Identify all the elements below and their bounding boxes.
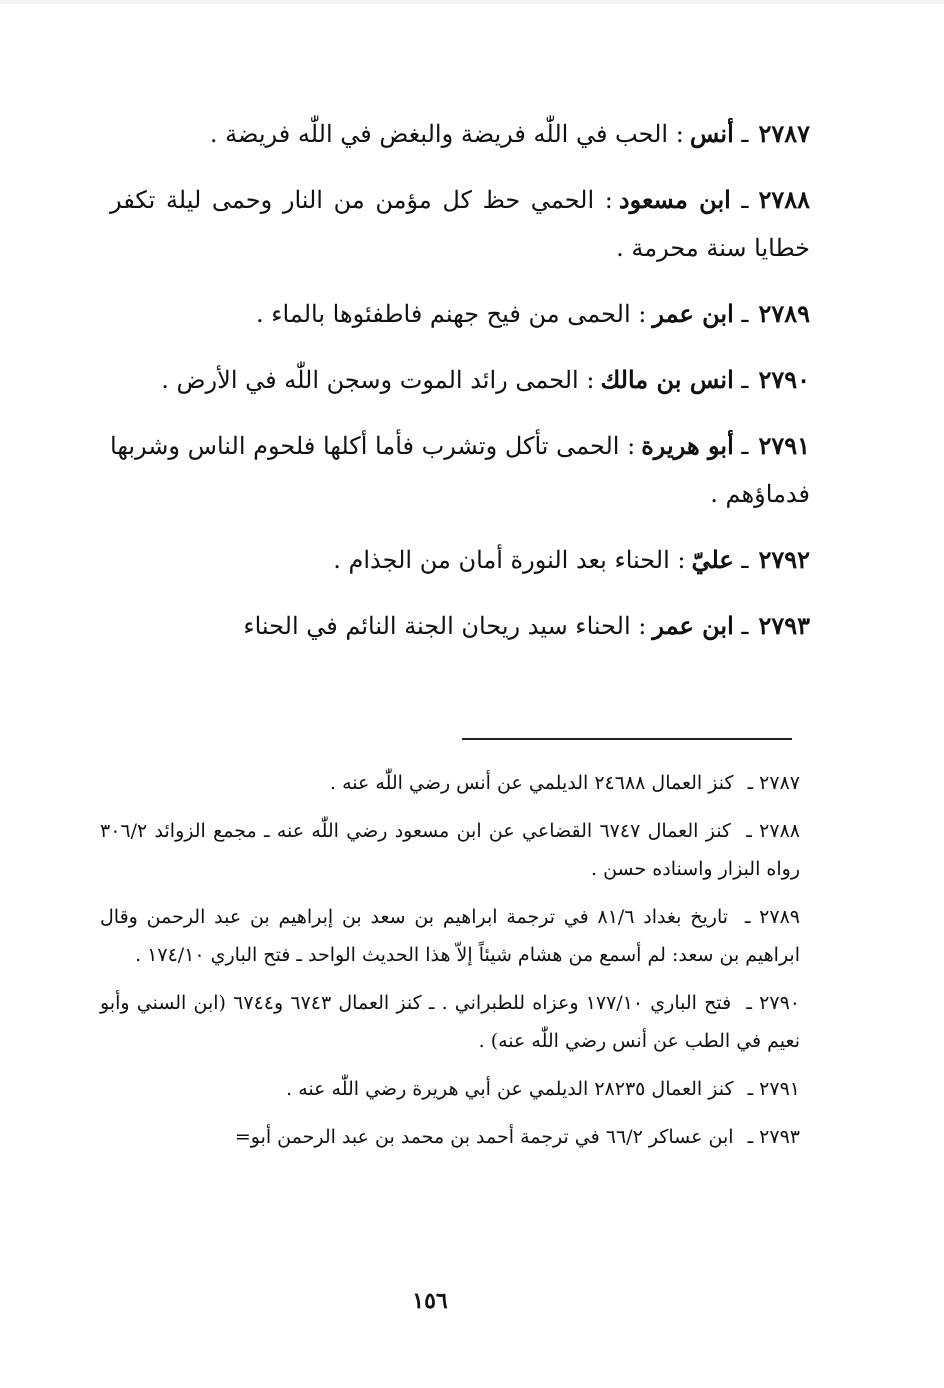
footnote-text: كنز العمال ٦٧٤٧ القضاعي عن ابن مسعود رضي اللّٰه عنه ـ مجمع الزوائد ٣٠٦/٢ رواه البزار واسناده حسن . (100, 820, 800, 880)
page-number: ١٥٦ (412, 1288, 448, 1314)
hadith-entry: ٢٧٩٠ـ انس بن مالك: الحمى رائد الموت وسجن اللّٰه في الأرض . (161, 365, 810, 394)
hadith-text: الحمي حظ كل مؤمن من النار وحمى ليلة تكفر خطايا سنة محرمة . (110, 186, 810, 262)
hadith-entry: ٢٧٨٩ـ ابن عمر: الحمى من فيح جهنم فاطفئوها بالماء . (256, 299, 810, 328)
hadith-list (110, 110, 810, 668)
footnote (100, 984, 800, 1060)
hadith-text: الحمى تأكل وتشرب فأما أكلها فلحوم الناس وشربها فدماؤهم . (110, 432, 810, 508)
hadith-narrator: ابن عمر (652, 299, 734, 328)
footnote-number: ٢٧٨٧ ـ (747, 772, 800, 794)
hadith-text: الحمى رائد الموت وسجن اللّٰه في الأرض . (161, 366, 579, 394)
hadith-narrator: أبو هريرة (641, 431, 734, 460)
hadith-narrator: ابن مسعود (618, 185, 731, 214)
hadith-entry: ٢٧٨٨ـ ابن مسعود: الحمي حظ كل مؤمن من النار وحمى ليلة تكفر خطايا سنة محرمة . (110, 185, 811, 262)
hadith-number: ٢٧٩١ (758, 431, 810, 460)
hadith-entry: ٢٧٨٧ـ أنس: الحب في اللّٰه فريضة والبغض في اللّٰه فريضة . (209, 119, 810, 148)
footnotes (100, 764, 800, 1166)
hadith-number: ٢٧٩٠ (758, 365, 810, 394)
footnote-number: ٢٧٩١ ـ (747, 1078, 800, 1100)
footnote (100, 1070, 800, 1108)
footnote-number: ٢٧٩٣ ـ (747, 1126, 800, 1148)
footnote-number: ٢٧٨٩ ـ (744, 906, 800, 928)
hadith-narrator: انس بن مالك (600, 365, 734, 394)
hadith-entry: ٢٧٩٣ـ ابن عمر: الحناء سيد ريحان الجنة النائم في الحناء (243, 611, 810, 640)
footnote (100, 898, 800, 974)
hadith-number: ٢٧٨٩ (758, 299, 810, 328)
footnote-divider (462, 738, 792, 740)
hadith-number: ٢٧٩٣ (758, 611, 810, 640)
footnote-text: ابن عساكر ٦٦/٢ في ترجمة أحمد بن محمد بن عبد الرحمن أبو= (234, 1126, 734, 1148)
hadith-text: الحناء سيد ريحان الجنة النائم في الحناء (243, 612, 631, 640)
footnote (100, 764, 800, 802)
hadith-text: الحمى من فيح جهنم فاطفئوها بالماء . (256, 300, 631, 328)
hadith-number: ٢٧٨٧ (758, 119, 810, 148)
footnote-number: ٢٧٩٠ ـ (746, 992, 800, 1014)
hadith-narrator: ابن عمر (652, 611, 734, 640)
footnote-number: ٢٧٨٨ ـ (746, 820, 800, 842)
footnote (100, 812, 800, 888)
hadith-text: الحب في اللّٰه فريضة والبغض في اللّٰه فريضة . (209, 120, 669, 148)
hadith-entry: ٢٧٩٢ـ عليّ: الحناء بعد النورة أمان من الجذام . (333, 545, 810, 574)
footnote-text: تاريخ بغداد ٨١/٦ في ترجمة ابراهيم بن سعد بن إبراهيم بن عبد الرحمن وقال ابراهيم بن سعد: لم أسمع من هشام شيئاً إلاّ هذا الحديث الواحد ـ فتح الباري ١٧٤/١٠ . (100, 906, 800, 966)
hadith-entry: ٢٧٩١ـ أبو هريرة: الحمى تأكل وتشرب فأما أكلها فلحوم الناس وشربها فدماؤهم . (110, 431, 810, 508)
footnote (100, 1118, 800, 1156)
footnote-text: فتح الباري ١٧٧/١٠ وعزاه للطبراني . ـ كنز العمال ٦٧٤٣ و٦٧٤٤ (ابن السني وأبو نعيم في الطب عن أنس رضي اللّٰه عنه) . (100, 992, 800, 1052)
top-edge (0, 0, 944, 4)
hadith-text: الحناء بعد النورة أمان من الجذام . (333, 546, 670, 574)
footnote-text: كنز العمال ٢٨٢٣٥ الديلمي عن أبي هريرة رضي اللّٰه عنه . (286, 1078, 734, 1100)
footnote-text: كنز العمال ٢٤٦٨٨ الديلمي عن أنس رضي اللّٰه عنه . (330, 772, 734, 794)
hadith-narrator: أنس (689, 119, 734, 148)
hadith-number: ٢٧٨٨ (758, 185, 811, 214)
hadith-narrator: عليّ (691, 545, 734, 574)
hadith-number: ٢٧٩٢ (758, 545, 810, 574)
